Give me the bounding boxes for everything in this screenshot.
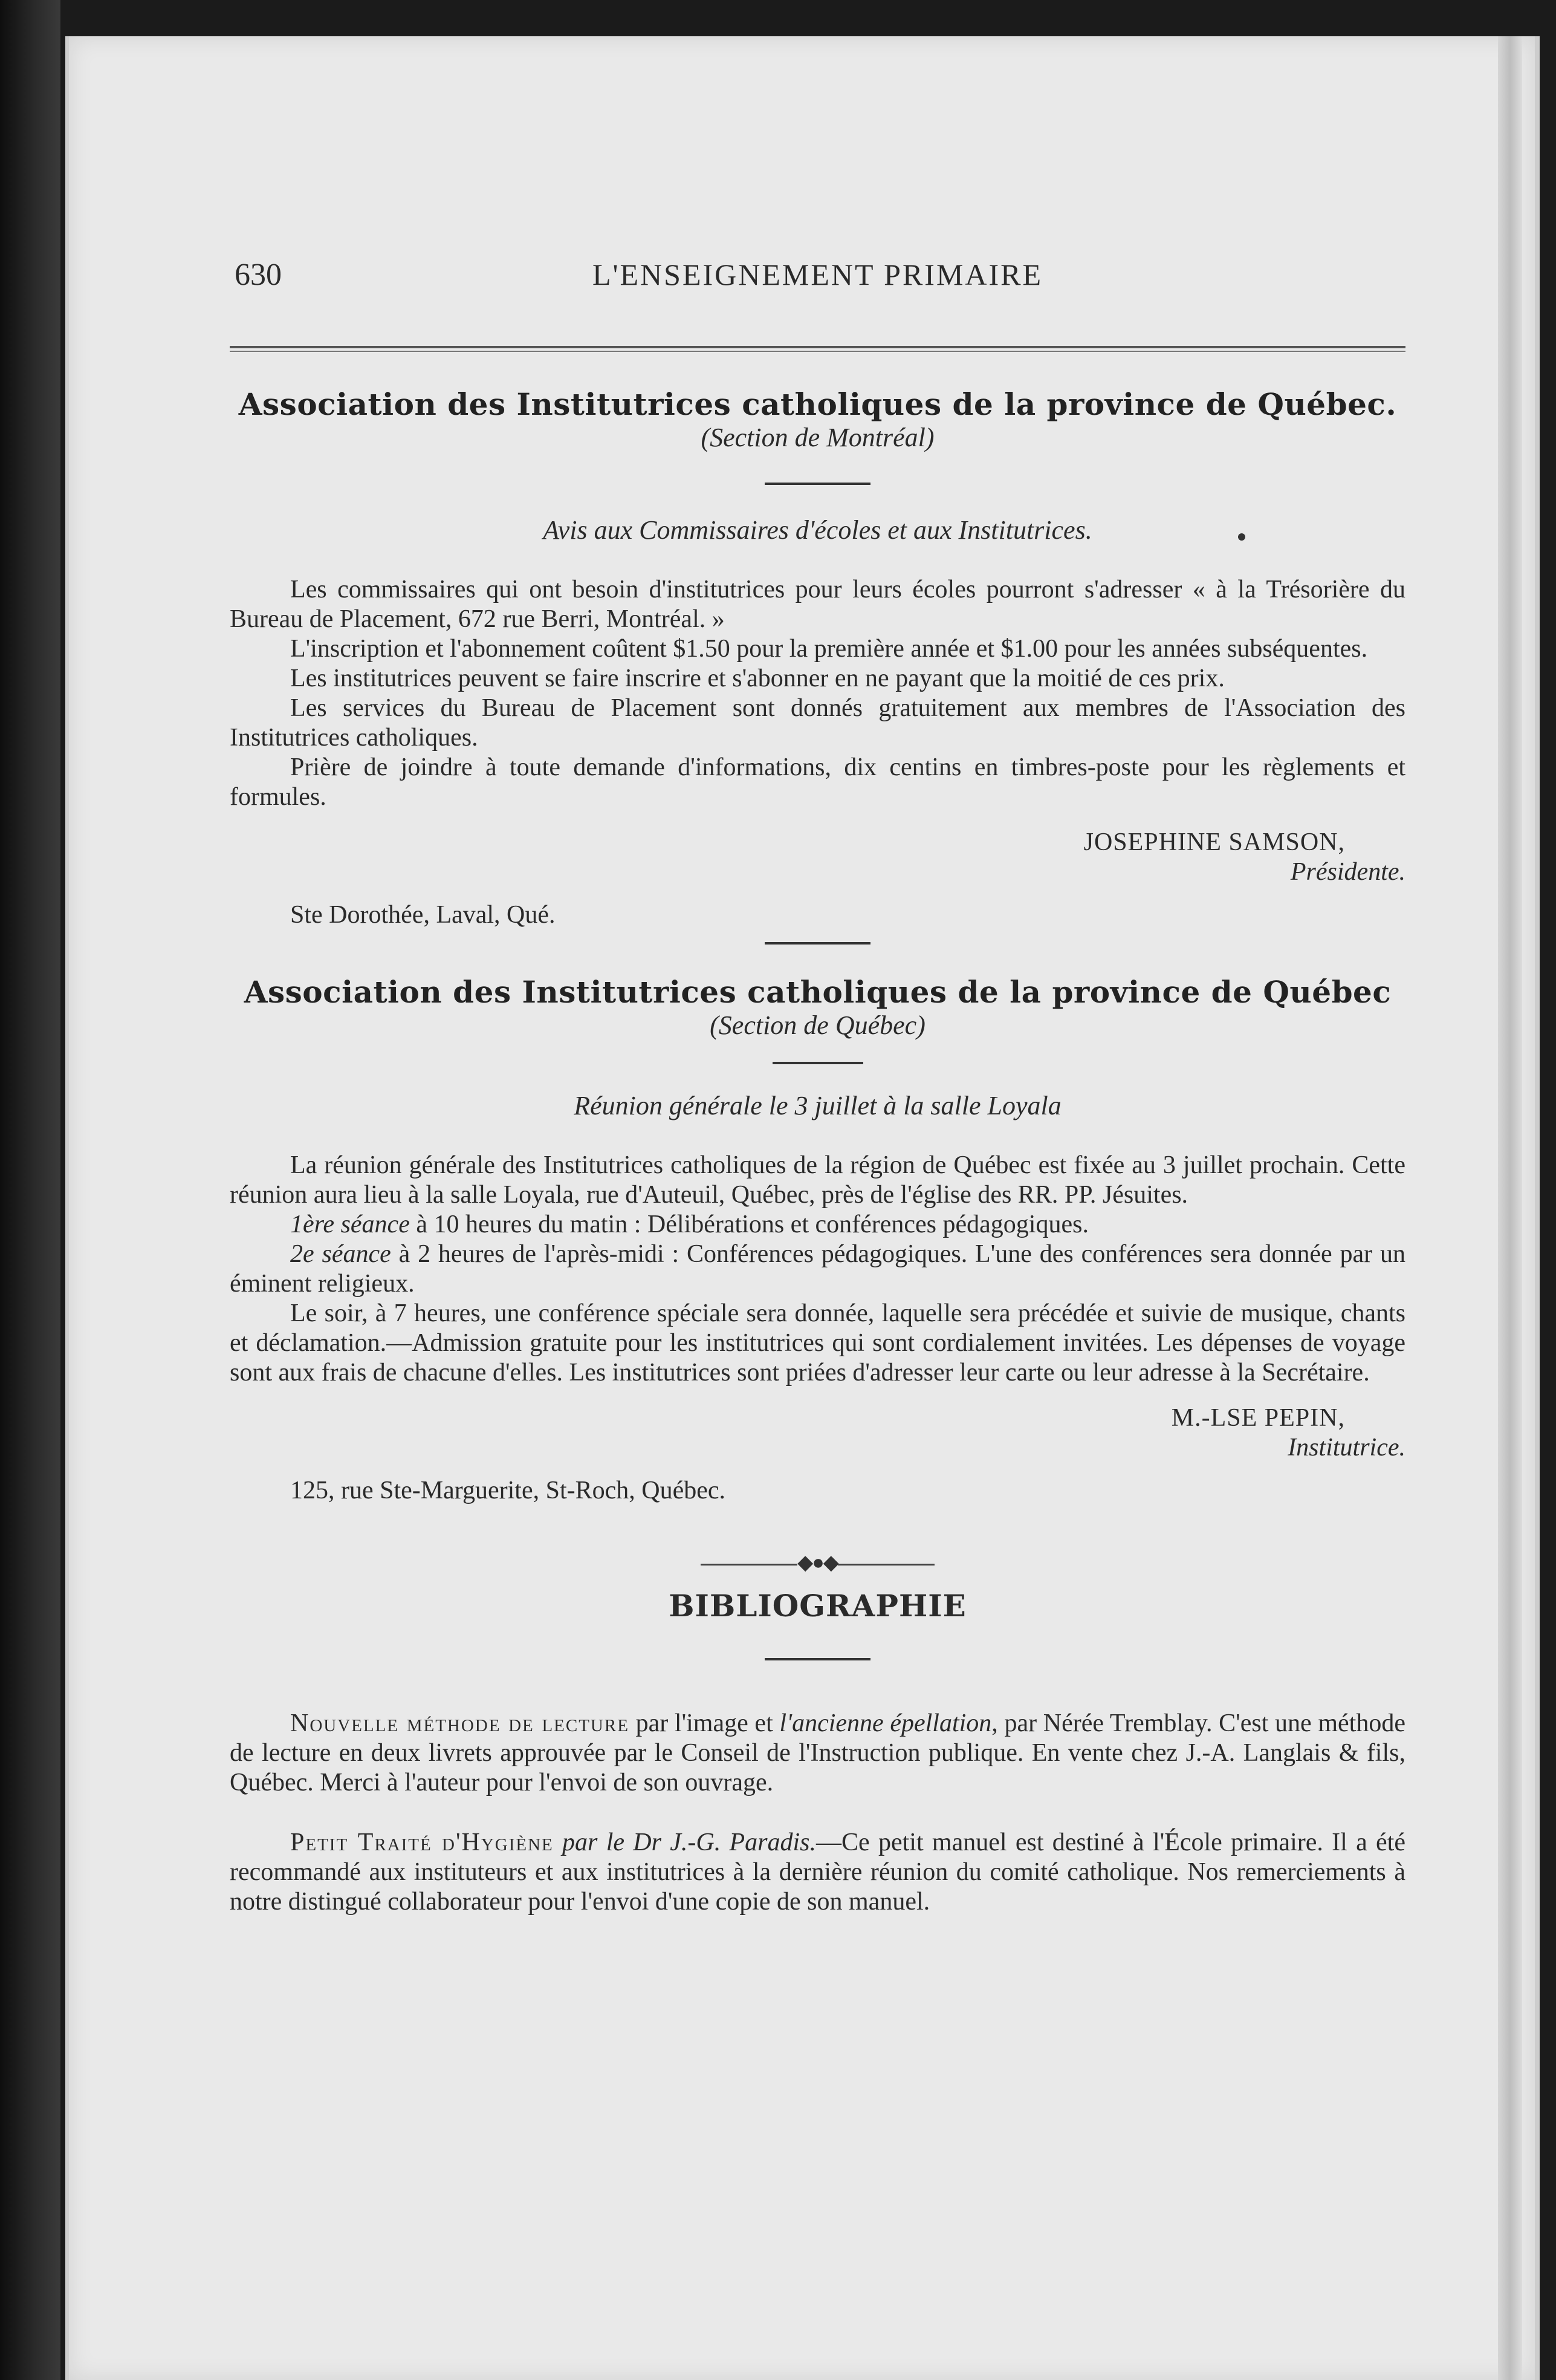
paragraph: L'inscription et l'abonnement coûtent $1.50 pour la première année et $1.00 pour les années subséquentes. bbox=[290, 635, 1368, 663]
entry-italic: l'ancienne épellation bbox=[779, 1709, 992, 1737]
notice-title-montreal: Avis aux Commissaires d'écoles et aux Institutrices. bbox=[543, 515, 1092, 545]
section-montreal-subtitle: (Section de Montréal) bbox=[701, 423, 935, 452]
entry-text: —Ce petit manuel est destiné à l'École primaire. Il a été recommandé aux instituteurs et aux institutrices à la dernière réunion du comité catholique. Nos remerciements à notre distingué collaborateur pour l'envoi d'une copie de son manuel. bbox=[230, 1829, 1405, 1916]
book-title: Petit Traité d'Hygiène bbox=[290, 1829, 554, 1856]
page-content bbox=[230, 242, 1405, 1917]
paragraph bbox=[230, 1240, 1405, 1299]
entry-italic: par le Dr J.-G. Paradis. bbox=[553, 1829, 817, 1856]
paragraph bbox=[230, 1210, 1405, 1240]
ornament-line bbox=[701, 1564, 797, 1566]
bibliographie-title: BIBLIOGRAPHIE bbox=[669, 1588, 967, 1624]
paragraph: Les institutrices peuvent se faire inscrire et s'abonner en ne payant que la moitié de ces prix. bbox=[290, 665, 1225, 692]
page-number: 630 bbox=[235, 258, 282, 292]
paragraph: Le soir, à 7 heures, une conférence spéciale sera donnée, laquelle sera précédée et suivie de musique, chants et déclamation.—Admission gratuite pour les institutrices qui sont cordialement invitées. Les dépenses de voyage sont aux frais de chacune d'elles. Les institutrices sont priées d'adresser leur carte ou leur adresse à la Secrétaire. bbox=[230, 1299, 1405, 1387]
book-title: Nouvelle méthode de lecture bbox=[290, 1709, 629, 1737]
page-header bbox=[230, 242, 1405, 302]
divider bbox=[773, 1062, 863, 1064]
header-rule bbox=[230, 346, 1405, 352]
biblio-entry bbox=[230, 1828, 1405, 1917]
signature-name: M.-LSE PEPIN, bbox=[1171, 1404, 1345, 1432]
place-line: 125, rue Ste-Marguerite, St-Roch, Québec. bbox=[290, 1477, 726, 1504]
section-quebec-title: Association des Institutrices catholiques de la province de Québec bbox=[244, 974, 1392, 1010]
signature-name: JOSEPHINE SAMSON, bbox=[1083, 828, 1345, 856]
signature-role: Présidente. bbox=[1290, 858, 1405, 886]
session-label: 1ère séance bbox=[290, 1211, 410, 1238]
paragraph: Les commissaires qui ont besoin d'institutrices pour leurs écoles pourront s'adresser « à la Trésorière du Bureau de Placement, 672 rue Berri, Montréal. » bbox=[230, 576, 1405, 633]
session-text: à 2 heures de l'après-midi : Conférences pédagogiques. L'une des conférences sera donnée par un éminent religieux. bbox=[230, 1240, 1405, 1298]
spacer bbox=[230, 1798, 1405, 1828]
signature-role: Institutrice. bbox=[1288, 1434, 1405, 1461]
section-quebec-subtitle: (Section de Québec) bbox=[710, 1010, 925, 1040]
paragraph: La réunion générale des Institutrices catholiques de la région de Québec est fixée au 3 juillet prochain. Cette réunion aura lieu à la salle Loyala, rue d'Auteuil, Québec, près de l'église des RR. PP. Jésuites. bbox=[230, 1151, 1405, 1209]
divider bbox=[765, 942, 870, 945]
divider bbox=[765, 1658, 870, 1660]
entry-text: , par Nérée Tremblay. C'est une méthode de lecture en deux livrets approuvée par le Conseil de l'Instruction publique. En vente chez J.-A. Langlais & fils, Québec. Merci à l'auteur pour l'envoi de son ouvrage. bbox=[230, 1709, 1405, 1796]
film-border bbox=[0, 0, 60, 2380]
notice-title-quebec: Réunion générale le 3 juillet à la salle Loyala bbox=[574, 1091, 1062, 1120]
paragraph: Les services du Bureau de Placement sont donnés gratuitement aux membres de l'Association des Institutrices catholiques. bbox=[230, 694, 1405, 752]
ornament-divider: ◆●◆ bbox=[230, 1548, 1405, 1578]
biblio-entry bbox=[230, 1709, 1405, 1798]
section-montreal-title: Association des Institutrices catholiques de la province de Québec. bbox=[238, 386, 1397, 422]
page-edge bbox=[1498, 36, 1522, 2380]
paragraph: Prière de joindre à toute demande d'informations, dix centins en timbres-poste pour les règlements et formules. bbox=[230, 753, 1405, 811]
session-label: 2e séance bbox=[290, 1240, 391, 1268]
running-title: L'ENSEIGNEMENT PRIMAIRE bbox=[592, 258, 1043, 291]
ornament-line bbox=[838, 1564, 935, 1566]
place-line: Ste Dorothée, Laval, Qué. bbox=[290, 901, 556, 929]
divider bbox=[765, 483, 870, 485]
session-text: à 10 heures du matin : Délibérations et conférences pédagogiques. bbox=[409, 1211, 1089, 1238]
entry-text: par l'image et bbox=[629, 1709, 780, 1737]
